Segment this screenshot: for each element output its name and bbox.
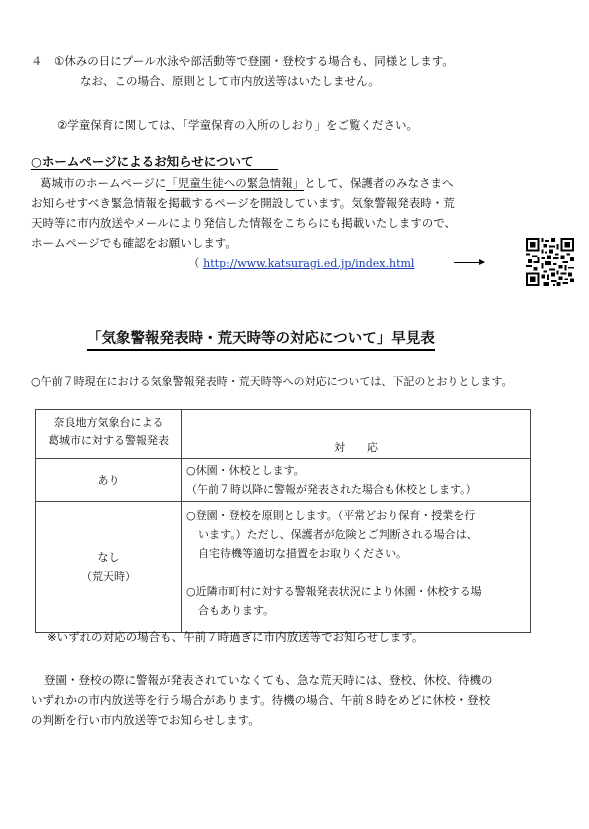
homepage-para-line4: ホームページでも確認をお願いします。	[31, 236, 237, 250]
section4-line3: ②学童保育に関しては、「学童保育の入所のしおり」をご覧ください。	[57, 118, 419, 132]
table-row	[36, 459, 531, 502]
row1-col2-line1: ○休園・休校とします。	[186, 464, 305, 477]
row2-col2-line4: ○近隣市町村に対する警報発表状況により休園・休校する場	[186, 585, 482, 598]
qr-code-icon[interactable]	[526, 238, 574, 286]
url-open-paren: （	[188, 256, 200, 270]
row2-col1	[36, 502, 182, 633]
homepage-para-line3: 天時等に市内放送やメールにより発信した情報をこちらにも掲載いたしますので、	[31, 216, 457, 230]
row1-col2-line2: （午前７時以降に警報が発表された場合も休校とします。）	[186, 483, 477, 496]
quick-table-title: 「気象警報発表時・荒天時等の対応について」早見表	[87, 327, 435, 351]
table-note: ※いずれの対応の場合も、午前７時過ぎに市内放送等でお知らせします。	[47, 630, 424, 644]
para-line1-c: として、保護者のみなさまへ	[304, 176, 454, 190]
closing-line1: 登園・登校の際に警報が発表されていなくても、急な荒天時には、登校、休校、待機の	[44, 673, 493, 687]
section4-line1: ４ ①休みの日にプール水泳や部活動等で登園・登校する場合も、同様とします。	[31, 54, 454, 68]
arrow-right-icon	[454, 262, 484, 263]
row2-col2-line3: 自宅待機等適切な措置をお取りください。	[198, 547, 407, 560]
emergency-page-name: 「児童生徒への緊急情報」	[166, 176, 305, 190]
homepage-para-line2: お知らせすべき緊急情報を掲載するページを開設しています。気象警報発表時・荒	[31, 196, 455, 210]
heading-underline	[31, 169, 278, 170]
row2-col2-line1: ○登園・登校を原則とします。（平常どおり保育・授業を行	[186, 509, 476, 522]
url-row	[188, 255, 414, 272]
header-col1-line1: 奈良地方気象台による	[53, 416, 164, 429]
row2-col1-line2: （荒天時）	[81, 570, 136, 583]
header-col1	[36, 410, 182, 459]
row2-col2-spacer	[186, 563, 530, 582]
row2-col1-line1: なし	[97, 551, 120, 564]
closing-line3: の判断を行い市内放送等でお知らせします。	[31, 713, 260, 727]
table-row	[36, 502, 531, 633]
para-line1-a: 葛城市のホームページに	[40, 176, 167, 190]
row1-col1: あり	[36, 459, 182, 502]
row2-col2	[182, 502, 531, 633]
closing-line2: いずれかの市内放送等を行う場合があります。待機の場合、午前８時をめどに休校・登校	[31, 693, 491, 707]
row1-col2	[182, 459, 531, 502]
header-col2-label: 対 応	[334, 441, 378, 454]
section4-line2: なお、この場合、原則として市内放送等はいたしません。	[80, 74, 380, 88]
homepage-heading: ○ホームページによるお知らせについて	[31, 154, 254, 169]
row2-col2-line5: 合もあります。	[198, 604, 275, 617]
homepage-para-line1	[40, 175, 454, 191]
warning-response-table	[35, 409, 531, 633]
table-header-row	[36, 410, 531, 459]
header-col2	[182, 410, 531, 459]
row2-col2-line2: います。）ただし、保護者が危険とご判断される場合は、	[198, 528, 478, 541]
header-col1-line2: 葛城市に対する警報発表	[48, 434, 169, 447]
quick-table-intro: ○午前７時現在における気象警報発表時・荒天時等への対応については、下記のとおりとします。	[31, 375, 513, 388]
homepage-url-link[interactable]: http://www.katsuragi.ed.jp/index.html	[203, 257, 415, 270]
